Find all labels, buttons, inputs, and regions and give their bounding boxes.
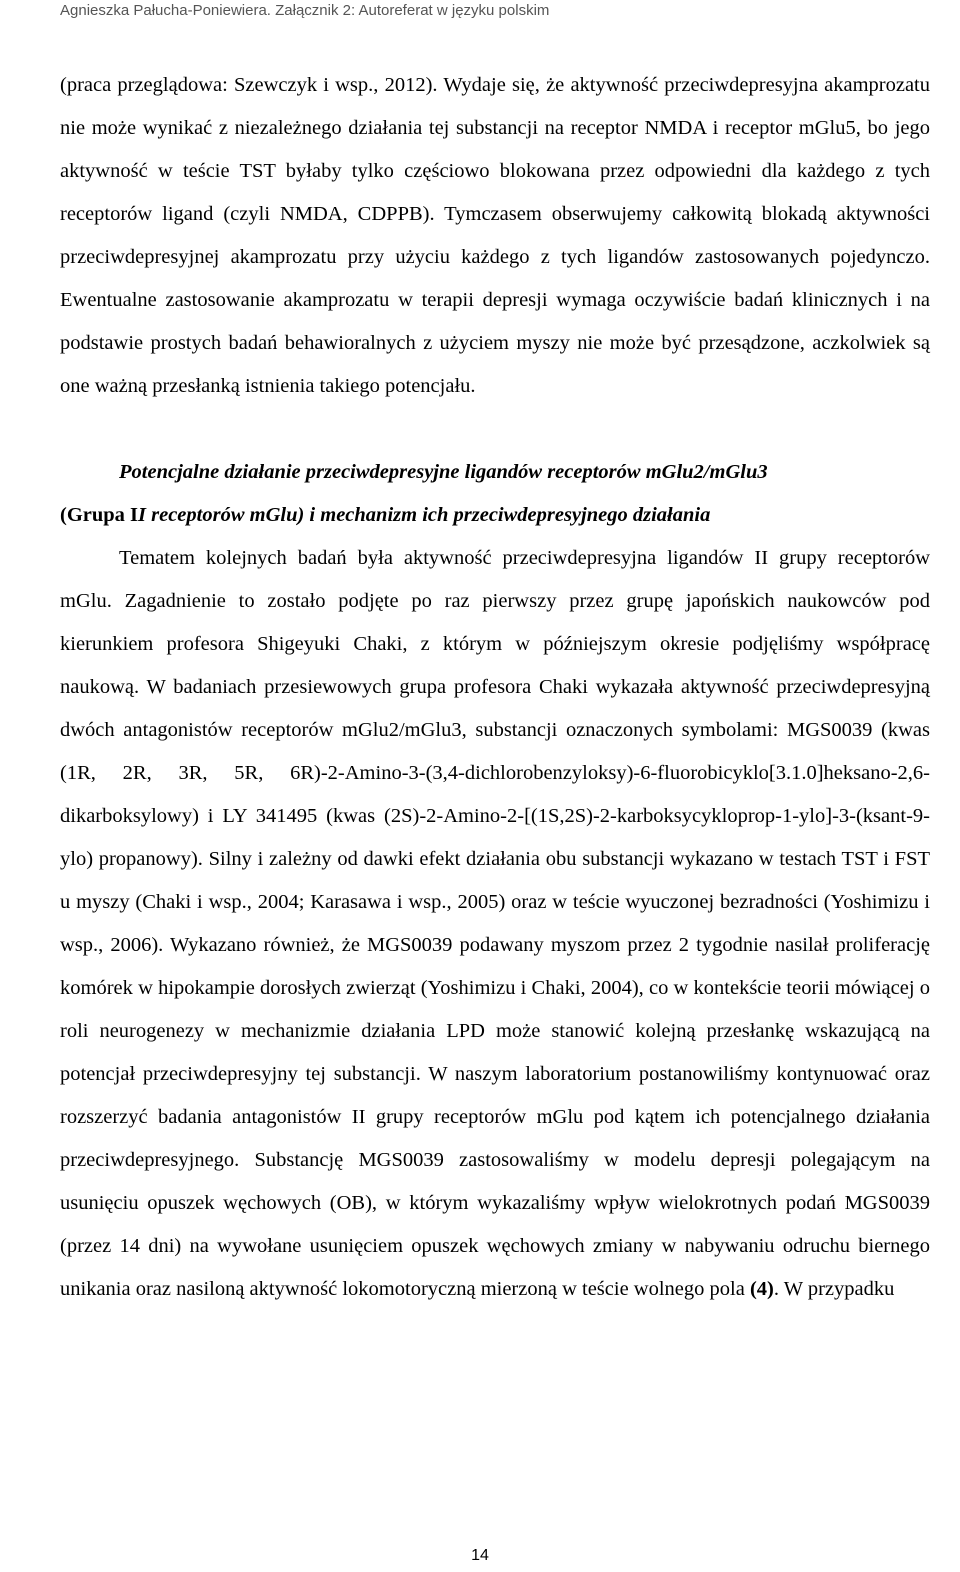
section-heading-line1: Potencjalne działanie przeciwdepresyjne ligandów receptorów mGlu2/mGlu3 [119,461,768,483]
document-body [60,64,930,1311]
citation-reference: (4) [749,1278,774,1300]
page-number: 14 [471,1547,489,1564]
paragraph-spacer [60,408,930,451]
running-header: Agnieszka Pałucha-Poniewiera. Załącznik 2: Autoreferat w języku polskim [60,2,550,19]
section-heading [60,451,930,537]
section-heading-line2: I receptorów mGlu) i mechanizm ich przeciwdepresyjnego działania [138,504,711,526]
section-body-tail: . W przypadku [773,1278,895,1300]
section-heading-paren: ( [60,504,67,526]
section-body-paragraph [60,537,930,1311]
body-paragraph: (praca przeglądowa: Szewczyk i wsp., 2012). Wydaje się, że aktywność przeciwdepresyjna akamprozatu nie może wynikać z niezależnego działania tej substancji na receptor NMDA i receptor mGlu5, bo jego aktywność w teście TST byłaby tylko częściowo blokowana przez odpowiedni dla każdego z tych receptorów ligand (czyli NMDA, CDPPB). Tymczasem obserwujemy całkowitą blokadą aktywności przeciwdepresyjnej akamprozatu przy użyciu każdego z tych ligandów zastosowanych pojedynczo. Ewentualne zastosowanie akamprozatu w terapii depresji wymaga oczywiście badań klinicznych i na podstawie prostych badań behawioralnych z użyciem myszy nie może być przesądzone, aczkolwiek są one ważną przesłanką istnienia takiego potencjału. [60,74,930,397]
section-body-text: Tematem kolejnych badań była aktywność przeciwdepresyjna ligandów II grupy receptorów mGlu. Zagadnienie to zostało podjęte po raz pierwszy przez grupę japońskich naukowców pod kierunkiem profesora Shigeyuki Chaki, z którym w późniejszym okresie podjęliśmy współpracę naukową. W badaniach przesiewowych grupa profesora Chaki wykazała aktywność przeciwdepresyjną dwóch antagonistów receptorów mGlu2/mGlu3, substancji oznaczonych symbolami: MGS0039 (kwas (1R, 2R, 3R, 5R, 6R)-2-Amino-3-(3,4-dichlorobenzyloksy)-6-fluorobicyklo[3.1.0]heksano-2,6-dikarboksylowy) i LY 341495 (kwas (2S)-2-Amino-2-[(1S,2S)-2-karboksycykloprop-1-ylo]-3-(ksant-9-ylo) propanowy). Silny i zależny od dawki efekt działania obu substancji wykazano w testach TST i FST u myszy (Chaki i wsp., 2004; Karasawa i wsp., 2005) oraz w teście wyuczonej bezradności (Yoshimizu i wsp., 2006). Wykazano również, że MGS0039 podawany myszom przez 2 tygodnie nasilał proliferację komórek w hipokampie dorosłych zwierząt (Yoshimizu i Chaki, 2004), co w kontekście teorii mówiącej o roli neurogenezy w mechanizmie działania LPD może stanowić kolejną przesłankę wskazującą na potencjał przeciwdepresyjny tej substancji. W naszym laboratorium postanowiliśmy kontynuować oraz rozszerzyć badania antagonistów II grupy receptorów mGlu pod kątem ich potencjalnego działania przeciwdepresyjnego. Substancję MGS0039 zastosowaliśmy w modelu depresji polegającym na usunięciu opuszek węchowych (OB), w którym wykazaliśmy wpływ wielokrotnych podań MGS0039 (przez 14 dni) na wywołane usunięciem opuszek węchowych zmiany w nabywaniu odruchu biernego unikania oraz nasiloną aktywność lokomotoryczną mierzoną w teście wolnego pola [60,547,930,1300]
section-heading-grupa: Grupa I [66,504,139,526]
